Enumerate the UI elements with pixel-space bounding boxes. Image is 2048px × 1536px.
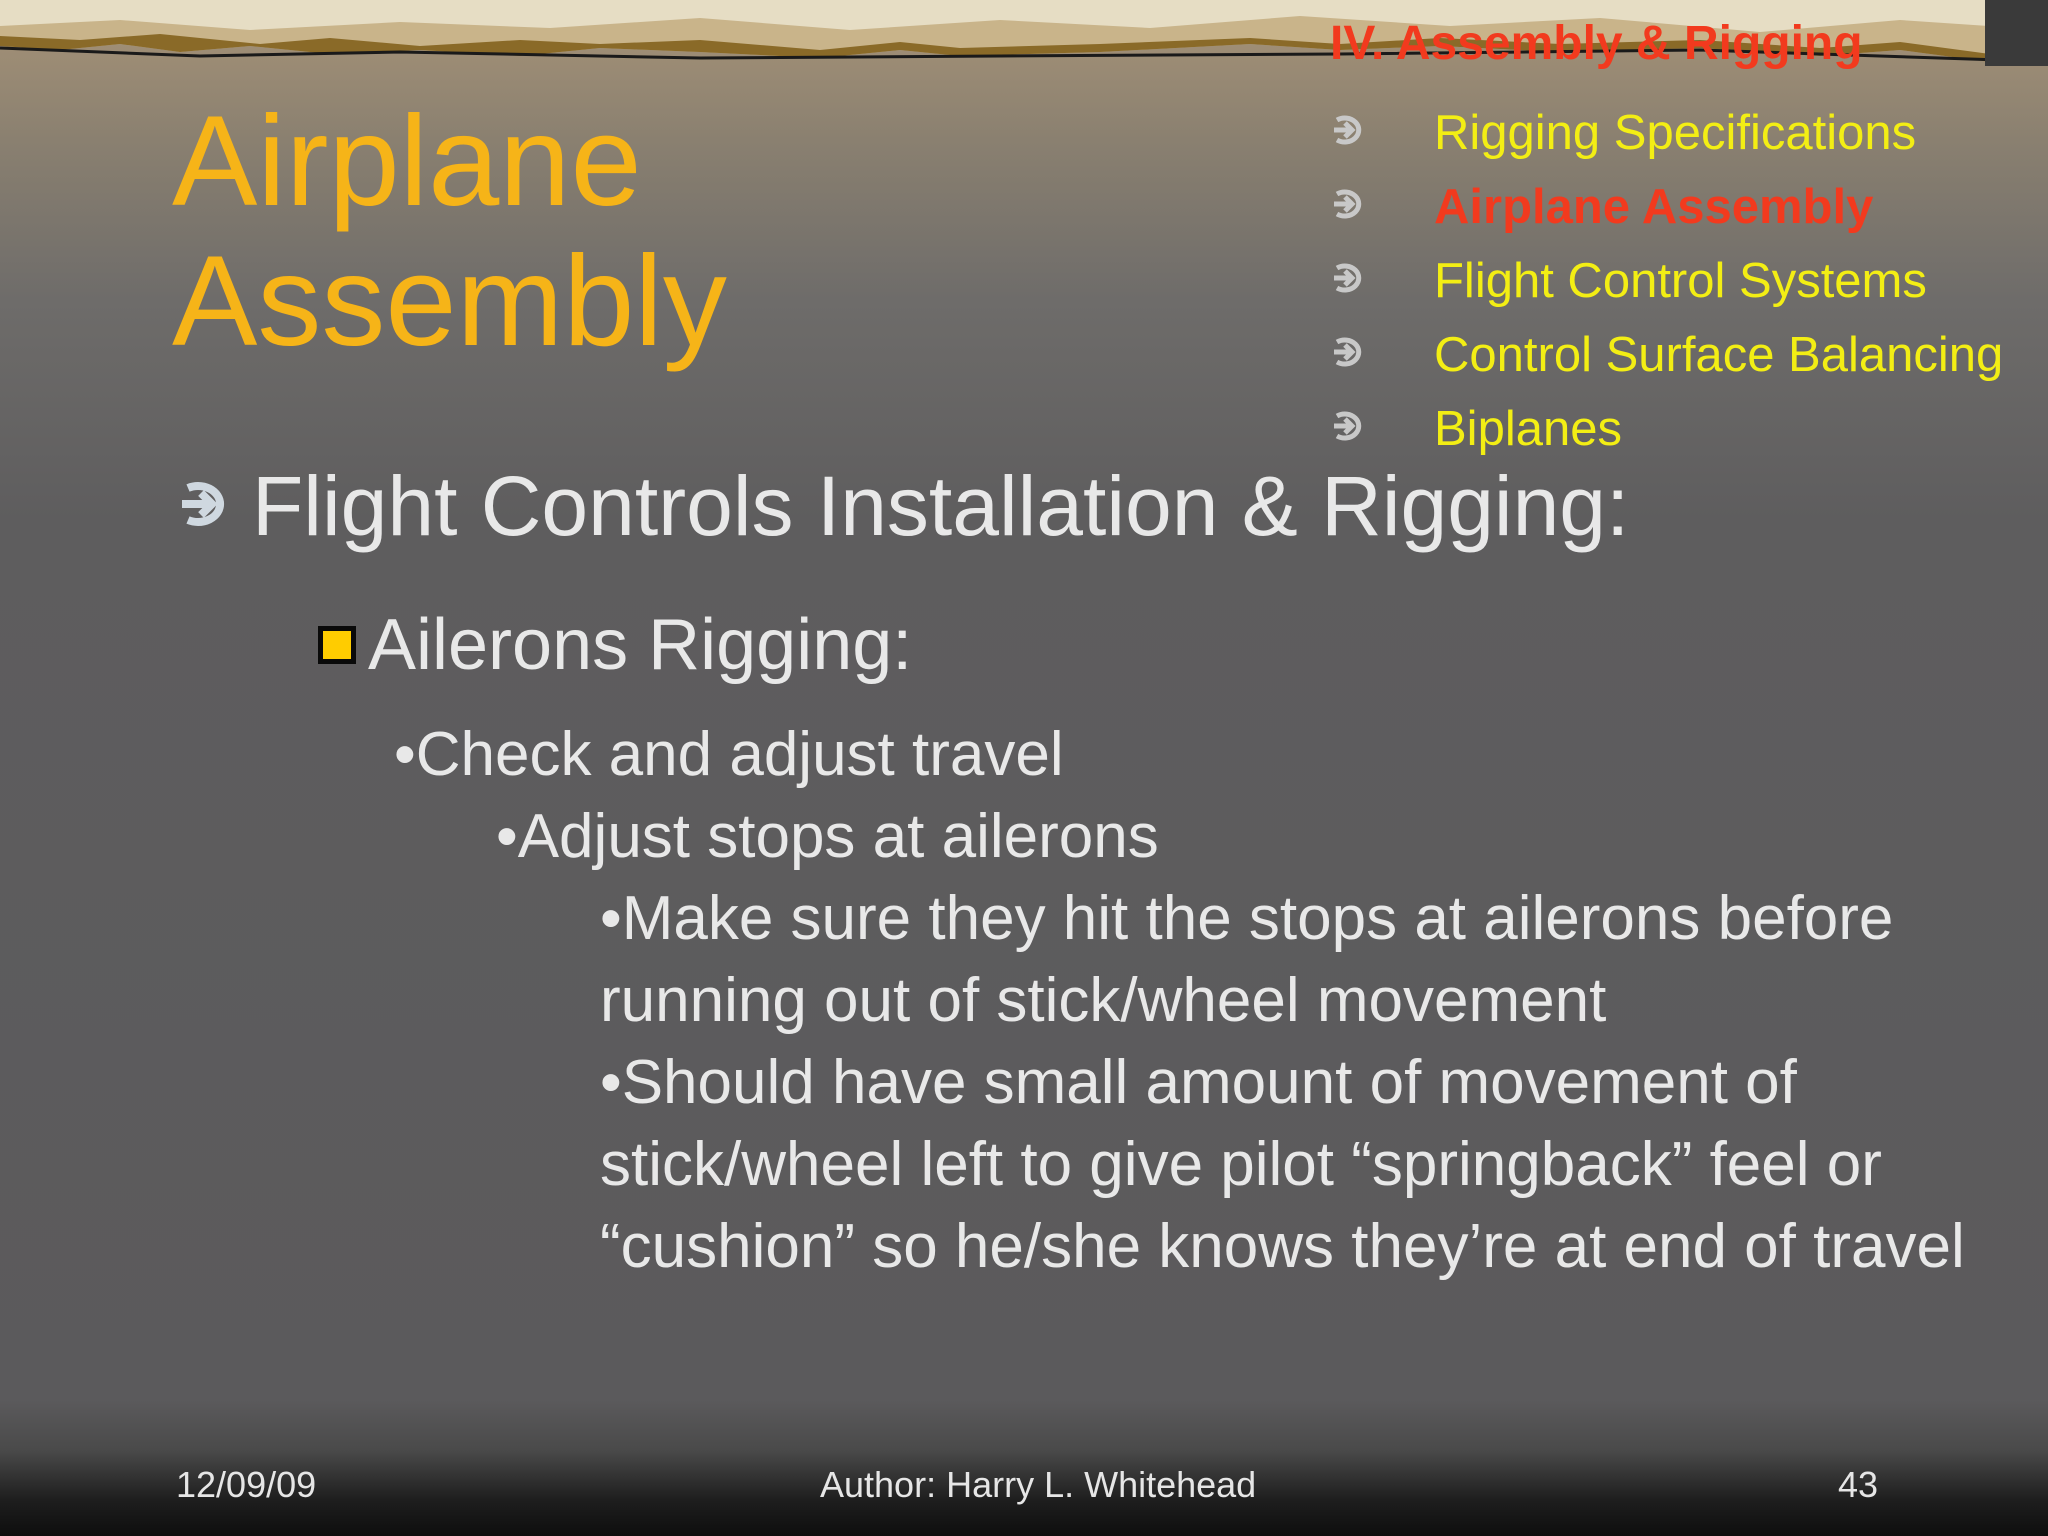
arrow-bullet-icon — [1330, 186, 1366, 222]
section-heading: IV. Assembly & Rigging — [1330, 17, 1863, 70]
outline-item-rigging-specifications — [1330, 98, 2048, 172]
outline-item-control-surface-balancing — [1330, 320, 2048, 394]
bullet-level5-text-2: •Should have small amount of movement of stick/wheel left to give pilot “springback” feel or “cushion” so he/she knows they’re at end of travel — [600, 1048, 1965, 1281]
arrow-bullet-icon — [1330, 408, 1366, 444]
outline-item-label: Control Surface Balancing — [1434, 328, 2004, 382]
outline-item-label: Biplanes — [1434, 402, 1622, 456]
slide-title-line1: Airplane — [172, 90, 642, 233]
slide-title — [172, 92, 1072, 372]
slide-title-line2: Assembly — [172, 230, 727, 373]
square-bullet-icon — [318, 626, 356, 664]
arrow-bullet-icon — [1330, 112, 1366, 148]
outline-item-label: Rigging Specifications — [1434, 106, 1917, 160]
bullet-level2-text: Ailerons Rigging: — [368, 605, 913, 685]
bullet-level2 — [318, 600, 1818, 690]
arrow-bullet-icon — [1330, 334, 1366, 370]
outline-item-label-active: Airplane Assembly — [1434, 180, 1874, 234]
bullet-level5-text-1: •Make sure they hit the stops at ailerons before running out of stick/wheel movement — [600, 884, 1894, 1035]
bullet-level1 — [178, 454, 1978, 564]
bullet-level3-text: •Check and adjust travel — [394, 720, 1064, 789]
outline-item-label: Flight Control Systems — [1434, 254, 1927, 308]
footer-date: 12/09/09 — [176, 1464, 317, 1505]
outline-item-airplane-assembly — [1330, 172, 2048, 246]
outline-item-flight-control-systems — [1330, 246, 2048, 320]
arrow-bullet-icon — [178, 476, 234, 532]
bullet-level4-text: •Adjust stops at ailerons — [496, 802, 1159, 871]
footer-page-number: 43 — [1838, 1464, 1879, 1505]
bullet-level1-text: Flight Controls Installation & Rigging: — [252, 459, 1630, 553]
arrow-bullet-icon — [1330, 260, 1366, 296]
footer-author: Author: Harry L. Whitehead — [820, 1464, 1257, 1505]
